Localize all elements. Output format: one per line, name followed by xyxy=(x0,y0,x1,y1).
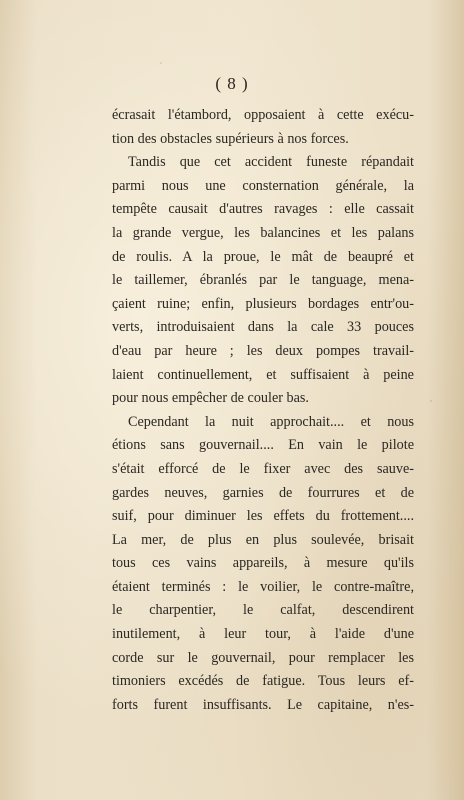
text-line: tempête causait d'autres ravages : elle cassait xyxy=(112,201,414,218)
text-line: Tandis que cet accident funeste répandait xyxy=(128,154,414,171)
text-line: tous ces vains appareils, à mesure qu'ils xyxy=(112,555,414,572)
text-line: écrasait l'étambord, opposaient à cette exécu- xyxy=(112,107,414,123)
text-line: inutilement, à leur tour, à l'aide d'une xyxy=(112,626,414,643)
text-line: çaient ruine; enfin, plusieurs bordages entr'ou- xyxy=(112,295,414,312)
text-line: laient continuellement, et suffisaient à peine xyxy=(112,366,414,383)
text-line: corde sur le gouvernail, pour remplacer les xyxy=(112,649,414,666)
text-line: étaient terminés : le voilier, le contre-maître, xyxy=(112,578,414,595)
text-line: le taillemer, ébranlés par le tanguage, mena- xyxy=(112,272,414,289)
foxing-spot xyxy=(430,400,432,402)
text-line: la grande vergue, les balancines et les palans xyxy=(112,224,414,241)
text-line: de roulis. A la proue, le mât de beaupré et xyxy=(112,248,414,265)
text-line: pour nous empêcher de couler bas. xyxy=(112,390,309,407)
text-line: gardes neuves, garnies de fourrures et de xyxy=(112,484,414,501)
foxing-spot xyxy=(160,62,162,64)
text-line: étions sans gouvernail.... En vain le pilote xyxy=(112,437,414,454)
page-number: ( 8 ) xyxy=(215,74,249,93)
text-line: d'eau par heure ; les deux pompes travail- xyxy=(112,342,414,359)
text-line: Cependant la nuit approchait.... et nous xyxy=(128,413,414,430)
text-line: timoniers excédés de fatigue. Tous leurs ef- xyxy=(112,673,414,690)
text-line: tion des obstacles supérieurs à nos forces. xyxy=(112,130,349,147)
text-line: verts, introduisaient dans la cale 33 pouces xyxy=(112,319,414,336)
text-line: La mer, de plus en plus soulevée, brisait xyxy=(112,531,414,548)
text-line: s'était efforcé de le fixer avec des sauve- xyxy=(112,460,414,477)
body-text xyxy=(112,104,414,717)
text-line: forts furent insuffisants. Le capitaine, n'es- xyxy=(112,696,414,713)
text-line: suif, pour diminuer les effets du frottement.... xyxy=(112,508,414,525)
text-line: le charpentier, le calfat, descendirent xyxy=(112,602,414,619)
text-line: parmi nous une consternation générale, la xyxy=(112,177,414,194)
